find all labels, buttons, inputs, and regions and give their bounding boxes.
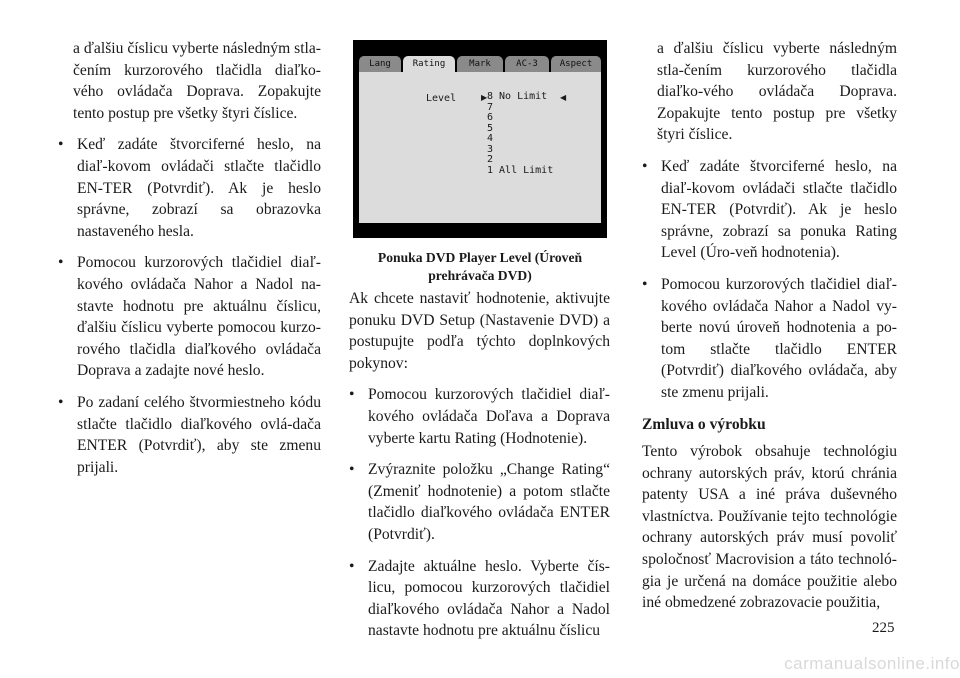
continued-paragraph: a ďalšiu číslicu vyberte následným stla-čením kurzorového tlačidla diaľko-vého ovládača Doprava. Zopakujte tento postup pre všetky štyri číslice. [657, 40, 897, 144]
bullet-mark: • [58, 254, 64, 272]
right-column [642, 38, 897, 624]
right-pointer-icon: ▶ [481, 93, 488, 102]
bullet-text: Keď zadáte štvorciferné heslo, na diaľ-kovom ovládači stlačte tlačidlo EN-TER (Potvrdiť). Ak je heslo správne, zobrazí sa obrazovka nastaveného hesla. [77, 136, 321, 240]
level-item: 6 [487, 112, 494, 123]
level-item: 5 [487, 122, 494, 134]
bullet-text: Pomocou kurzorových tlačidiel diaľ-kového ovládača Nahor a Nadol vy-berte novú úroveň hodnotenia a po-tom stlačte tlačidlo ENTER (Potvrdiť) diaľkového ovládača, aby ste zmenu prijali. [661, 275, 897, 401]
dvd-level-screen-figure [353, 40, 607, 238]
intro-paragraph: Ak chcete nastaviť hodnotenie, aktivujte ponuku DVD Setup (Nastavenie DVD) a postupujte podľa týchto doplnkových pokynov: [349, 290, 610, 372]
bullet-mark: • [349, 386, 355, 404]
watermark-footer: carmanualsonline.info [784, 654, 960, 673]
level-item: 7 [487, 101, 494, 113]
bullet-item [642, 156, 897, 264]
bullet-mark: • [349, 557, 355, 575]
level-item: 1 All Limit [487, 164, 554, 176]
rating-panel [359, 72, 601, 223]
level-list [487, 92, 553, 176]
figure-caption: Ponuka DVD Player Level (Úroveň prehrávača DVD) [377, 250, 583, 283]
bullet-text: Keď zadáte štvorciferné heslo, na diaľ-kovom ovládači stlačte tlačidlo EN-TER (Potvrdiť). Ak je heslo správne, zobrazí sa ponuka Rating Level (Úro-veň hodnotenia). [661, 157, 897, 262]
bullet-item [349, 384, 610, 449]
bullet-text: Zvýraznite položku „Change Rating“ (Zmeniť hodnotenie) a potom stlačte tlačidlo diaľkového ovládača ENTER (Potvrdiť). [368, 461, 610, 543]
bullet-mark: • [58, 136, 64, 154]
section-heading: Zmluva o výrobku [642, 415, 766, 433]
left-column [58, 38, 321, 488]
bullet-text: Pomocou kurzorových tlačidiel diaľ-kového ovládača Doľava a Doprava vyberte kartu Rating (Hodnotenie). [368, 386, 610, 447]
tab-mark: Mark [457, 56, 503, 72]
body-paragraph: Tento výrobok obsahuje technológiu ochrany autorských práv, ktorú chránia patenty USA a iné práva duševného vlastníctva. Používanie tejto technológie ochrany autorských práv musí povoliť spoločnosť Macrovision a táto technoló-gia je určená na domáce použitie alebo iné obmedzené zobrazovacie použitia, [642, 443, 897, 612]
page-number: 225 [872, 620, 895, 636]
left-pointer-icon: ◀ [560, 93, 567, 102]
bullet-mark: • [642, 275, 648, 293]
bullet-text: Pomocou kurzorových tlačidiel diaľ-kového ovládača Nahor a Nadol na-stavte hodnotu pre aktuálnu číslicu, ďalšiu číslicu vyberte pomocou kurzo-rového tlačidla diaľkového ovládača Doprava a zadajte nové heslo. [77, 254, 321, 380]
bullet-mark: • [642, 157, 648, 175]
bullet-item [349, 459, 610, 545]
bullet-item [642, 274, 897, 404]
tab-lang: Lang [359, 56, 401, 72]
bullet-mark: • [58, 393, 64, 411]
bullet-mark: • [349, 461, 355, 479]
tab-ac3: AC-3 [505, 56, 549, 72]
continued-paragraph: a ďalšiu číslicu vyberte následným stla-čením kurzorového tlačidla diaľko-vého ovládača Doprava. Zopakujte tento postup pre všetky štyri číslice. [73, 40, 321, 122]
bullet-item [58, 134, 321, 242]
level-label: Level [426, 93, 457, 104]
bullet-text: Po zadaní celého štvormiestneho kódu stlačte tlačidlo diaľkového ovlá-dača ENTER (Potvrdiť), aby ste zmenu prijali. [77, 393, 321, 476]
bullet-item [58, 252, 321, 382]
tab-rating: Rating [403, 56, 455, 72]
tab-bar [359, 56, 601, 72]
tab-aspect: Aspect [551, 56, 601, 72]
level-item: 8 No Limit [487, 91, 548, 102]
level-item: 3 [487, 143, 494, 155]
middle-column [349, 288, 610, 652]
bullet-text: Zadajte aktuálne heslo. Vyberte čís-licu, pomocou kurzorových tlačidiel diaľkového ovládača Nahor a Nadol nastavte hodnotu pre aktuálnu číslicu [368, 557, 610, 640]
bullet-item [58, 392, 321, 478]
level-item: 2 [487, 154, 494, 165]
bullet-item [349, 556, 610, 642]
level-item: 4 [487, 133, 494, 144]
